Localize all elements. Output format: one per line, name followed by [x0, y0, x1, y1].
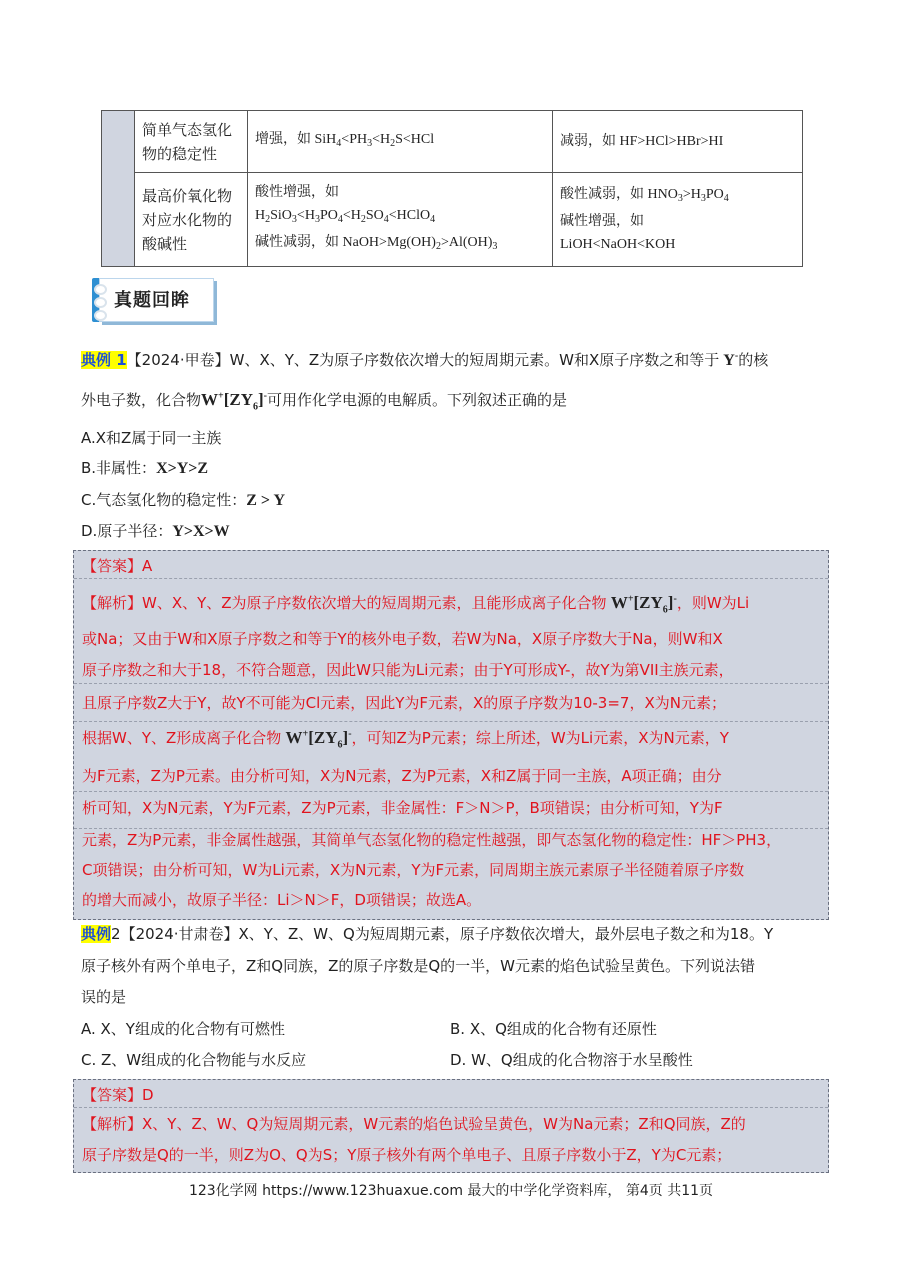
answer-label: 【答案】D: [82, 1086, 154, 1104]
trend-line: 酸性增强，如: [255, 185, 339, 200]
option-c: C.气态氢化物的稳定性：Z > Y: [81, 491, 285, 509]
trend-line: LiOH<NaOH<KOH: [560, 237, 676, 252]
example-tag: 典例: [81, 925, 112, 943]
trend-line: 酸性减弱，如 $HNO_3>H_3PO_4$: [560, 187, 729, 204]
analysis-line: 或Na；又由于W和X原子序数之和等于Y的核外电子数，若W为Na，X原子序数大于Na，则W和X: [82, 630, 723, 648]
compound-formula: $W^+[ZY_6]^-$: [281, 728, 352, 751]
group-trend-cell: [553, 173, 803, 267]
section-banner: [92, 275, 220, 325]
answer-label: 【答案】A: [82, 557, 153, 575]
table-row: [102, 111, 803, 173]
analysis-line: 根据W、Y、Z形成离子化合物 $W^+[ZY_6]^-$，可知Z为P元素；综上所述，W为Li元素，X为N元素，Y: [82, 728, 729, 751]
option-d: D. W、Q组成的化合物溶于水呈酸性: [450, 1051, 693, 1069]
period-trend-cell: [248, 173, 553, 267]
y-ion-formula: Y-: [719, 350, 739, 369]
table-shaded-column: [102, 111, 135, 267]
compound-formula: $W^+[ZY_6]^-$: [606, 593, 677, 616]
example2-question-line2: 原子核外有两个单电子，Z和Q同族，Z的原子序数是Q的一半，W元素的焰色试验呈黄色。下列说法错: [81, 957, 756, 975]
analysis-line: 且原子序数Z大于Y，故Y不可能为Cl元素，因此Y为F元素，X的原子序数为10-3=7，X为N元素；: [82, 694, 726, 712]
example-source: 【2024·甲卷】: [126, 351, 230, 369]
answer-box-1: [73, 550, 829, 920]
binder-ring-icon: [94, 297, 107, 308]
example-tag: 典例 1: [81, 351, 127, 369]
page-footer: 123化学网 https://www.123huaxue.com 最大的中学化学资料库， 第4页 共11页: [188, 1183, 714, 1199]
example-number: 2: [111, 925, 121, 943]
option-c: C. Z、W组成的化合物能与水反应: [81, 1051, 307, 1069]
option-a: A. X、Y组成的化合物有可燃性: [81, 1020, 285, 1038]
answer-box-2: [73, 1079, 829, 1173]
binder-ring-icon: [94, 310, 107, 321]
property-cell: 最高价氧化物对应水化物的酸碱性: [135, 173, 248, 267]
example1-question-line1: 典例 1【2024·甲卷】W、X、Y、Z为原子序数依次增大的短周期元素。W和X原子序数之和等于 Y-的核: [81, 350, 769, 369]
example1-question-line2: 外电子数，化合物$W^+[ZY_6]^-$可用作化学电源的电解质。下列叙述正确的是: [81, 390, 568, 413]
trend-line: 碱性减弱，如 $NaOH>Mg(OH)_2>Al(OH)_3$: [255, 235, 498, 252]
analysis-line: 的增大而减小，故原子半径：Li＞N＞F，D项错误；故选A。: [82, 891, 482, 909]
analysis-line: 析可知，X为N元素，Y为F元素，Z为P元素，非金属性：F＞N＞P，B项错误；由分析可知，Y为F: [82, 799, 723, 817]
analysis-line: 原子序数是Q的一半，则Z为O、Q为S；Y原子核外有两个单电子、且原子序数小于Z，Y为C元素；: [82, 1146, 732, 1164]
table-row: [102, 173, 803, 267]
trend-line: 碱性增强，如: [560, 214, 644, 229]
option-a: A.X和Z属于同一主族: [81, 429, 222, 447]
binder-ring-icon: [94, 284, 107, 295]
banner-title: 真题回眸: [114, 290, 190, 311]
example2-question-line3: 误的是: [81, 988, 127, 1006]
analysis-line: 【解析】X、Y、Z、W、Q为短周期元素，W元素的焰色试验呈黄色，W为Na元素；Z和Q同族，Z的: [82, 1115, 746, 1133]
analysis-line: 元素，Z为P元素，非金属性越强，其简单气态氢化物的稳定性越强，即气态氢化物的稳定性：HF＞PH3，: [82, 831, 782, 849]
trend-line: $H_2SiO_3<H_3PO_4<H_2SO_4<HClO_4$: [255, 208, 436, 225]
comparison-table: [101, 110, 803, 267]
analysis-line: 原子序数之和大于18，不符合题意，因此W只能为Li元素；由于Y可形成Y-，故Y为第VII主族元素，: [82, 661, 734, 679]
period-trend-cell: 增强，如 $SiH_4<PH_3<H_2S<HCl$: [248, 111, 553, 173]
option-d: D.原子半径：Y>X>W: [81, 522, 230, 540]
option-b: B.非属性：X>Y>Z: [81, 459, 209, 477]
option-b: B. X、Q组成的化合物有还原性: [450, 1020, 657, 1038]
example2-question-line1: 典例2【2024·甘肃卷】X、Y、Z、W、Q为短周期元素，原子序数依次增大，最外层电子数之和为18。Y: [81, 925, 774, 943]
group-trend-cell: 减弱，如 HF>HCl>HBr>HI: [553, 111, 803, 173]
analysis-line: 为F元素，Z为P元素。由分析可知，X为N元素，Z为P元素，X和Z属于同一主族，A项正确；由分: [82, 767, 722, 785]
analysis-line: 【解析】W、X、Y、Z为原子序数依次增大的短周期元素，且能形成离子化合物 $W^+[ZY_6]^-$，则W为Li: [82, 593, 750, 616]
analysis-line: C项错误；由分析可知，W为Li元素，X为N元素，Y为F元素，同周期主族元素原子半径随着原子序数: [82, 861, 745, 879]
property-cell: 简单气态氢化物的稳定性: [135, 111, 248, 173]
compound-formula: $W^+[ZY_6]^-$: [201, 390, 268, 413]
